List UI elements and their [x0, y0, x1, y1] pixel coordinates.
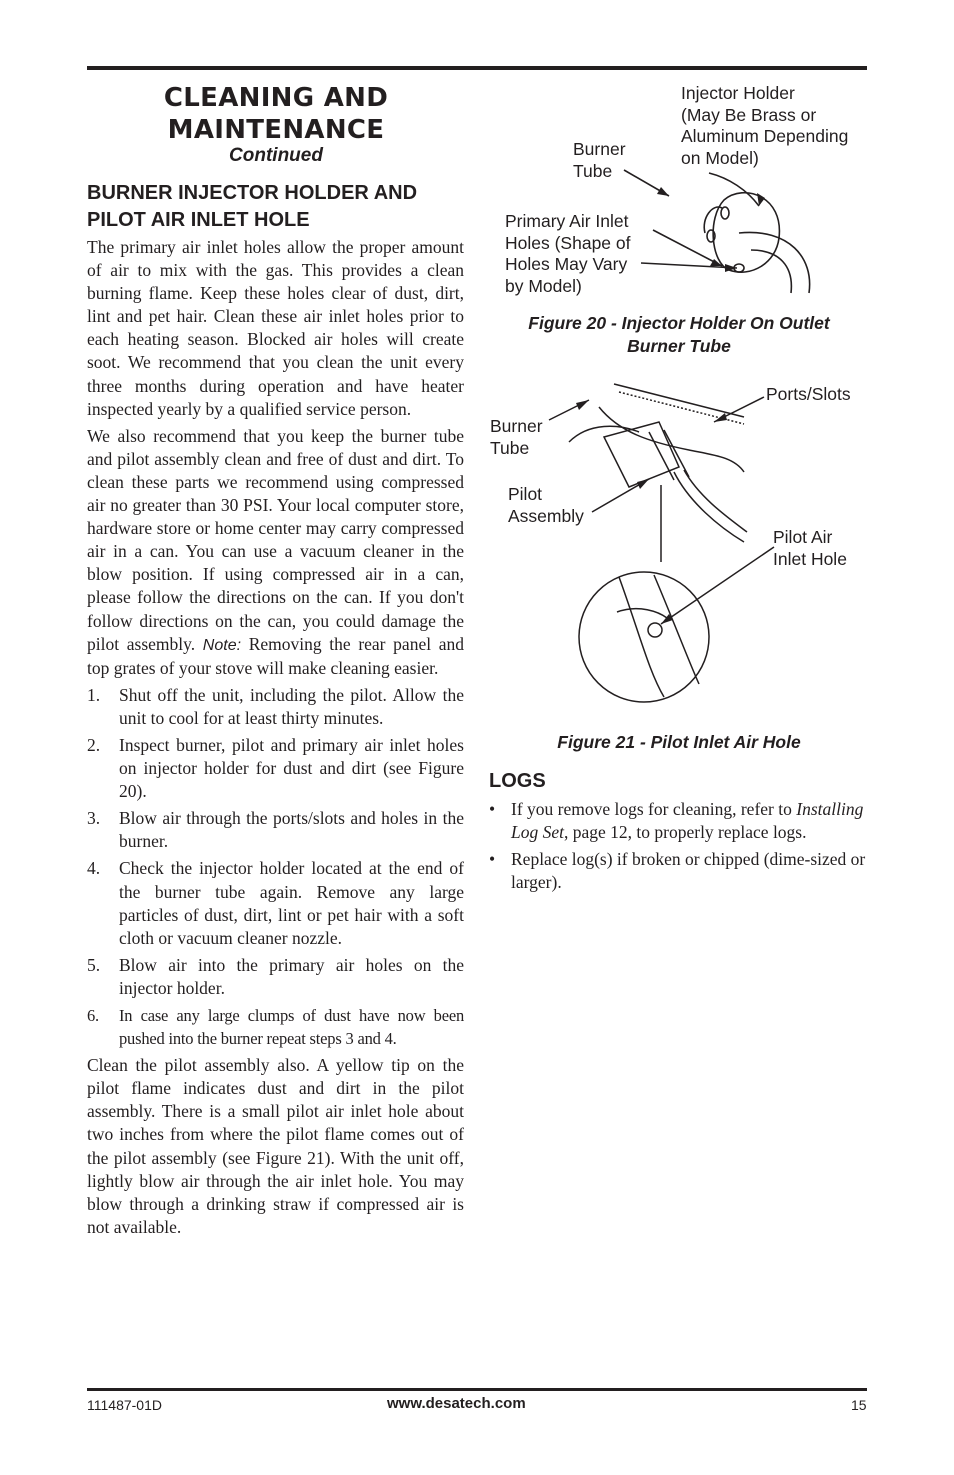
step-text: Blow air through the ports/slots and holes in the burner.	[119, 808, 464, 852]
step-text: Shut off the unit, including the pilot. Allow the unit to cool for at least thirty minutes.	[119, 684, 464, 728]
label-line: Holes (Shape of	[505, 232, 631, 253]
bullet-dot: •	[489, 849, 496, 869]
label-line: Primary Air Inlet	[505, 211, 629, 231]
gas-line-outer	[674, 472, 744, 542]
bullet-text: Replace log(s) if broken or chipped (dime-sized or larger).	[511, 849, 866, 892]
label-line: Assembly	[508, 505, 584, 526]
step-item	[87, 734, 464, 803]
step-number: 4.	[87, 858, 101, 879]
label-injector-holder	[681, 83, 848, 170]
leader-injector-holder	[709, 173, 759, 206]
left-body-column	[87, 236, 464, 1243]
step-text: In case any large clumps of dust have now been pushed into the burner repeat steps 3 and 4.	[119, 1006, 464, 1049]
section-title	[87, 82, 465, 146]
leader-pilot-air	[661, 547, 774, 624]
air-hole-1	[721, 207, 729, 219]
step-item	[87, 857, 464, 949]
burner-tube-side	[569, 426, 639, 442]
caption-line: Figure 20 - Injector Holder On Outlet	[528, 313, 830, 333]
bullet-dot: •	[489, 799, 496, 819]
label-line: Holes May Vary	[505, 254, 628, 275]
pilot-assembly-bracket	[604, 422, 679, 487]
footer-page-number: 15	[851, 1397, 867, 1413]
burner-heading-line2: PILOT AIR INLET HOLE	[87, 209, 310, 231]
arrowhead	[657, 187, 669, 196]
step-item	[87, 807, 464, 853]
magnifier-circle	[579, 572, 709, 702]
step-item	[87, 1004, 464, 1050]
label-primary-air-inlet	[505, 211, 631, 298]
step-number: 3.	[87, 808, 101, 829]
step-text: Check the injector holder located at the end of the burner tube again. Remove any large particles of dust, dirt, lint or pet hair with a soft cloth or vacuum cleaner nozzle.	[119, 858, 464, 948]
logs-bullet-1	[489, 798, 869, 844]
burner-top-edge	[614, 384, 744, 417]
logs-bullets	[489, 798, 869, 898]
paragraph-compressed-air	[87, 425, 464, 680]
bullet-text: If you remove logs for cleaning, refer to	[511, 799, 797, 819]
label-ports-slots: Ports/Slots	[766, 384, 851, 404]
pilot-tube-2	[664, 430, 689, 477]
step-text: Inspect burner, pilot and primary air inlet holes on injector holder for dust and dirt (see Figure 20).	[119, 734, 464, 802]
label-line: Burner	[490, 416, 543, 436]
arrowhead	[576, 400, 589, 410]
bottom-rule	[87, 1388, 867, 1391]
label-line: on Model)	[681, 148, 759, 169]
footer-doc-number: 111487-01D	[87, 1397, 162, 1413]
step-number: 1.	[87, 684, 101, 705]
step-item	[87, 954, 464, 1000]
label-line: Pilot	[508, 484, 543, 504]
label-line: Inlet Hole	[773, 548, 847, 569]
continued-label: Continued	[229, 145, 323, 166]
figure20-caption	[489, 312, 869, 358]
label-line: (May Be Brass or	[681, 104, 817, 125]
caption-line: Burner Tube	[627, 336, 731, 356]
step-number: 6.	[87, 1006, 99, 1025]
label-line: Tube	[573, 160, 613, 181]
pilot-air-inlet-hole	[648, 623, 662, 637]
logs-heading: LOGS	[489, 770, 546, 792]
bullet-italic-ref: Installing Log Set	[511, 799, 864, 842]
paragraph-pilot-assembly: Clean the pilot assembly also. A yellow tip on the pilot flame indicates dust and dirt in the pilot assembly. There is a small pilot air inlet hole about two inches from where the pilot flame comes out of the pilot assembly (see Figure 21). With the unit off, lightly blow air through the air inlet hole. You may blow through a drinking straw if compressed air is not available.	[87, 1055, 464, 1237]
logs-bullet-2	[489, 848, 869, 894]
bullet-text: , page 12, to properly replace logs.	[564, 822, 807, 842]
label-line: Aluminum Depending	[681, 126, 849, 147]
label-line: Burner	[573, 139, 626, 159]
burner-heading	[87, 180, 417, 234]
label-line: by Model)	[505, 276, 582, 297]
label-line: Injector Holder	[681, 83, 795, 103]
label-pilot-air-inlet-hole	[773, 527, 847, 570]
label-burner-tube-fig20	[573, 139, 626, 182]
leader-primary-air-1	[653, 230, 722, 266]
arrowhead	[637, 479, 649, 489]
burner-heading-line1: BURNER INJECTOR HOLDER AND	[87, 182, 418, 204]
label-pilot-assembly	[508, 484, 584, 527]
section-title-line1: CLEANING AND	[163, 83, 389, 113]
paragraph-compressed-air-text: We also recommend that you keep the burner tube and pilot assembly clean and free of dust and dirt. To clean these parts we recommend using compressed air no greater than 30 PSI. Your local computer store, hardware store or home center may carry compressed air in a can. You can use a vacuum cleaner in the blow position. If using compressed air in a can, please follow the directions on the can. If you don't follow directions on the can, you could damage the pilot assembly.	[87, 425, 464, 654]
section-title-line2: MAINTENANCE	[167, 115, 385, 145]
step-item	[87, 684, 464, 730]
step-text: Blow air into the primary air holes on the injector holder.	[119, 954, 464, 998]
label-line: Tube	[490, 437, 530, 458]
figure21-caption: Figure 21 - Pilot Inlet Air Hole	[557, 732, 801, 752]
paragraph-air-inlet: The primary air inlet holes allow the proper amount of air to mix with the gas. This provides a clean burning flame. Keep these holes clear of dust, dirt, lint and pet hair. Clean these air inlet holes prior to each heating season. Blocked air holes will create soot. We recommend that you clean the unit every three months during operation and have heater inspected yearly by a qualified service person.	[87, 237, 464, 419]
tube-mag-right	[654, 575, 699, 684]
tube-mag-band	[617, 609, 667, 618]
pilot-tube-1	[649, 432, 674, 480]
step-number: 2.	[87, 734, 101, 755]
step-number: 5.	[87, 954, 101, 975]
footer-website: www.desatech.com	[387, 1395, 526, 1412]
label-line: Pilot Air	[773, 527, 833, 547]
cleaning-steps-list	[87, 684, 464, 1050]
top-rule	[87, 66, 867, 70]
burner-tube-outline-outer	[739, 232, 810, 293]
note-text: Removing the rear panel and top grates of your stove will make cleaning easier.	[87, 633, 464, 678]
note-label: Note:	[202, 636, 242, 654]
label-burner-tube-fig21	[490, 416, 543, 459]
